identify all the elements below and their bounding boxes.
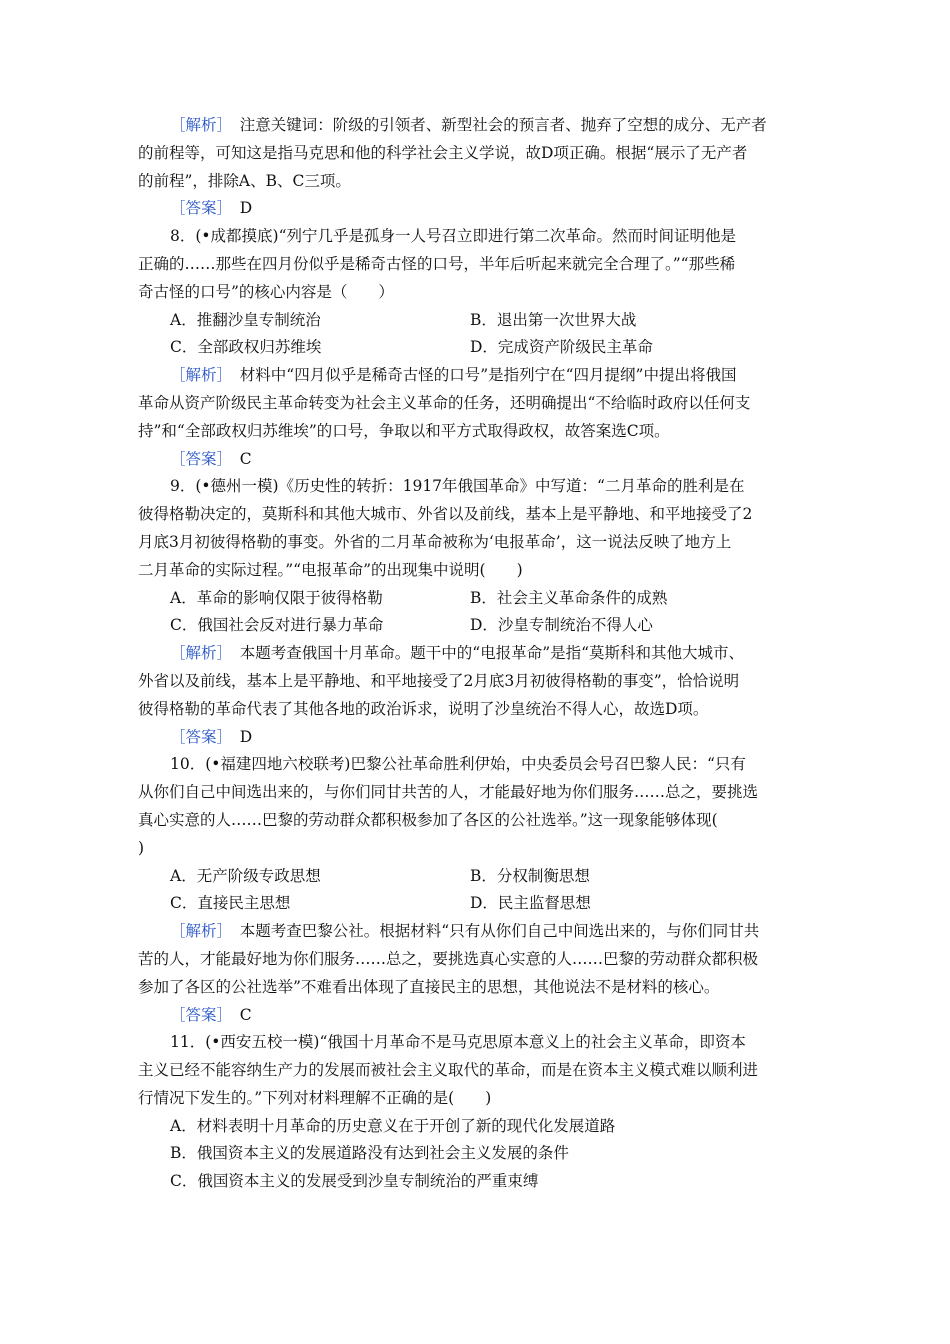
- options-row: [138, 612, 818, 640]
- document-page: [138, 112, 818, 1196]
- analysis-tag: ［解析］: [170, 922, 225, 941]
- question-stem-line: 11．(•西安五校一模)“俄国十月革命不是马克思原本意义上的社会主义革命，即资本: [170, 1033, 746, 1052]
- analysis-tag: ［解析］: [170, 116, 225, 134]
- question-stem-line: 行情况下发生的。”下列对材料理解不正确的是( ): [138, 1088, 492, 1107]
- analysis-line: ［解析］ 材料中“四月似乎是稀奇古怪的口号”是指列宁在“四月提纲”中提出将俄国: [170, 366, 737, 385]
- options-row: [138, 334, 818, 362]
- answer-line: ［答案］ D: [170, 199, 253, 218]
- answer-line: ［答案］ D: [170, 727, 253, 746]
- option-a: A．无产阶级专政思想: [170, 866, 321, 885]
- answer-tag: ［答案］: [170, 727, 225, 746]
- answer-tag: ［答案］: [170, 449, 225, 468]
- options-row: [138, 863, 818, 891]
- analysis-line: 革命从资产阶级民主革命转变为社会主义革命的任务，还明确提出“不给临时政府以任何支: [138, 393, 751, 412]
- option-c: C．直接民主思想: [170, 894, 291, 913]
- question-stem-line: 真心实意的人……巴黎的劳动群众都积极参加了各区的公社选举。”这一现象能够体现(: [138, 810, 718, 829]
- option-d: D．民主监督思想: [470, 894, 591, 913]
- question-stem-line: 8．(•成都摸底)“列宁几乎是孤身一人号召立即进行第二次革命。然而时间证明他是: [170, 227, 737, 246]
- analysis-line: ［解析］ 本题考查巴黎公社。根据材料“只有从你们自己中间选出来的，与你们同甘共: [170, 922, 760, 941]
- question-stem-line: 主义已经不能容纳生产力的发展而被社会主义取代的革命，而是在资本主义模式难以顺利进: [138, 1061, 759, 1080]
- answer-tag: ［答案］: [170, 1005, 225, 1024]
- analysis-line: ［解析］ 注意关键词：阶级的引领者、新型社会的预言者、抛弃了空想的成分、无产者: [170, 116, 767, 134]
- options-row: [138, 890, 818, 918]
- option-d: D．完成资产阶级民主革命: [470, 338, 653, 357]
- question-stem-line: 10．(•福建四地六校联考)巴黎公社革命胜利伊始，中央委员会号召巴黎人民：“只有: [170, 755, 746, 774]
- analysis-line: 的前程等，可知这是指马克思和他的科学社会主义学说，故D项正确。根据“展示了无产者: [138, 143, 748, 162]
- option-a: A．材料表明十月革命的历史意义在于开创了新的现代化发展道路: [170, 1116, 616, 1135]
- analysis-line: 参加了各区的公社选举”不难看出体现了直接民主的思想，其他说法不是材料的核心。: [138, 977, 720, 996]
- question-stem-line: 月底3月初彼得格勒的事变。外省的二月革命被称为‘电报革命’，这一说法反映了地方上: [138, 532, 732, 551]
- option-b: B．分权制衡思想: [470, 866, 590, 885]
- answer-line: ［答案］ C: [170, 449, 252, 468]
- analysis-tag: ［解析］: [170, 366, 225, 385]
- option-a: A．革命的影响仅限于彼得格勒: [170, 588, 383, 607]
- options-row: [138, 585, 818, 613]
- question-stem-line: 彼得格勒决定的，莫斯科和其他大城市、外省以及前线，基本上是平静地、和平地接受了2: [138, 505, 753, 524]
- analysis-line: ［解析］ 本题考查俄国十月革命。题干中的“电报革命”是指“莫斯科和其他大城市、: [170, 644, 745, 663]
- analysis-line: 持”和“全部政权归苏维埃”的口号，争取以和平方式取得政权，故答案选C项。: [138, 421, 670, 440]
- option-b: B．俄国资本主义的发展道路没有达到社会主义发展的条件: [170, 1144, 569, 1163]
- option-a: A．推翻沙皇专制统治: [170, 310, 321, 329]
- option-c: C．俄国资本主义的发展受到沙皇专制统治的严重束缚: [170, 1172, 539, 1191]
- analysis-tag: ［解析］: [170, 644, 225, 663]
- analysis-line: 的前程”，排除A、B、C三项。: [138, 171, 351, 190]
- option-b: B．社会主义革命条件的成熟: [470, 588, 668, 607]
- options-row: [138, 307, 818, 335]
- analysis-line: 苦的人，才能最好地为你们服务……总之，要挑选真心实意的人……巴黎的劳动群众都积极: [138, 949, 759, 968]
- option-d: D．沙皇专制统治不得人心: [470, 616, 653, 635]
- option-b: B．退出第一次世界大战: [470, 310, 637, 329]
- analysis-line: 彼得格勒的革命代表了其他各地的政治诉求，说明了沙皇统治不得人心，故选D项。: [138, 699, 709, 718]
- question-stem-line: 奇古怪的口号”的核心内容是（ ）: [138, 282, 394, 301]
- answer-line: ［答案］ C: [170, 1005, 252, 1024]
- question-stem-line: 正确的……那些在四月份似乎是稀奇古怪的口号，半年后听起来就完全合理了。”“那些稀: [138, 254, 736, 273]
- option-c: C．俄国社会反对进行暴力革命: [170, 616, 384, 635]
- question-stem-line: 从你们自己中间选出来的，与你们同甘共苦的人，才能最好地为你们服务……总之，要挑选: [138, 783, 759, 802]
- question-stem-line: 9．(•德州一模)《历史性的转折：1917年俄国革命》中写道：“二月革命的胜利是在: [170, 477, 745, 496]
- question-stem-line: ): [138, 838, 145, 857]
- option-c: C．全部政权归苏维埃: [170, 338, 322, 357]
- answer-tag: ［答案］: [170, 199, 225, 218]
- question-stem-line: 二月革命的实际过程。”“电报革命”的出现集中说明( ): [138, 560, 523, 579]
- analysis-line: 外省以及前线，基本上是平静地、和平地接受了2月底3月初彼得格勒的事变”，恰恰说明: [138, 671, 740, 690]
